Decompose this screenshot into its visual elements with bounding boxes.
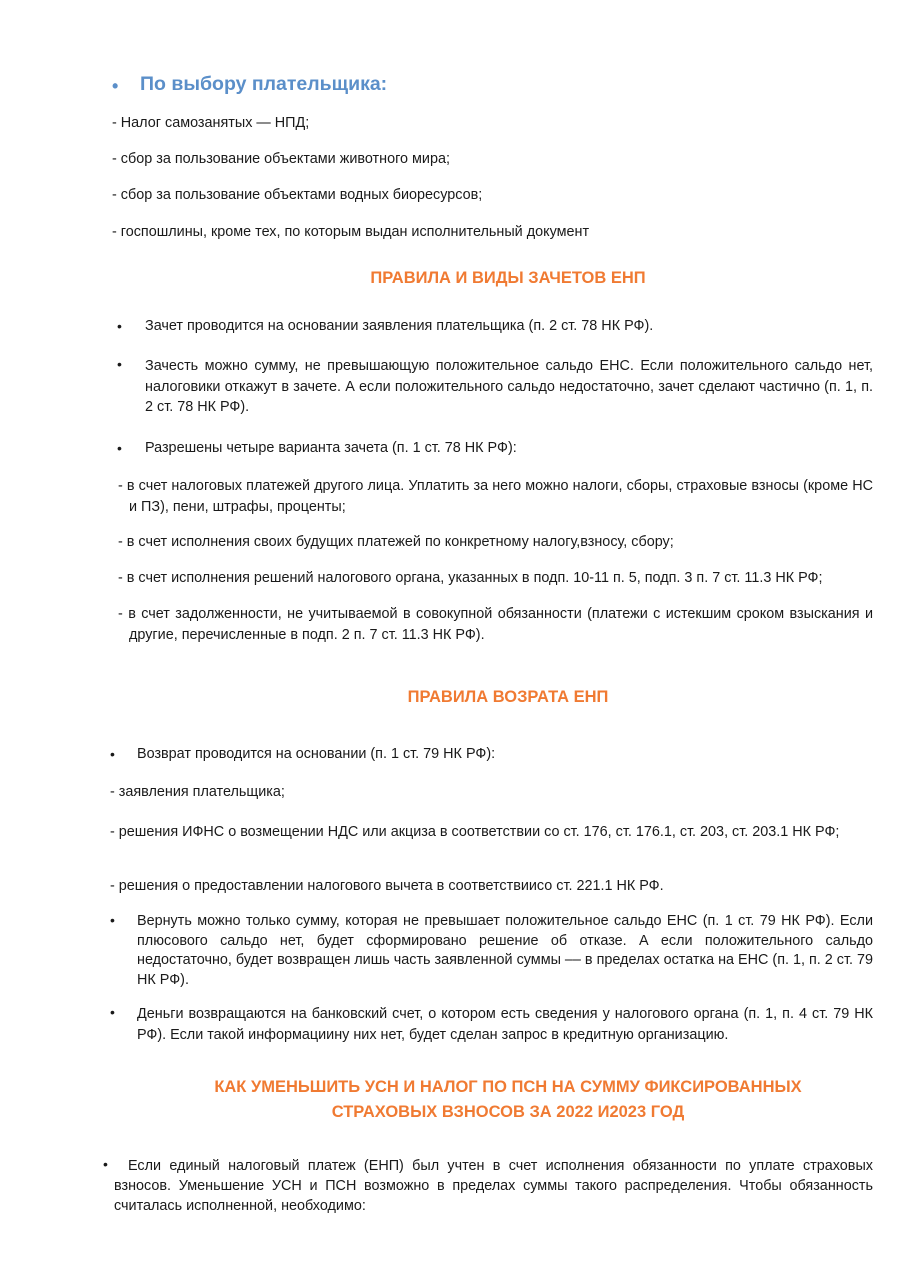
section-heading-reduce-line1: КАК УМЕНЬШИТЬ УСН И НАЛОГ ПО ПСН НА СУММУ ФИКСИРОВАННЫХ [214,1078,802,1096]
dash-item: - решения ИФНС о возмещении НДС или акциза в соответствии со ст. 176, ст. 176.1, ст. 203, ст. 203.1 НК РФ; [110,824,840,840]
bullet: • [117,440,122,456]
bullet-item: Разрешены четыре варианта зачета (п. 1 ст. 78 НК РФ): [145,440,517,456]
bullet: • [110,912,115,928]
dash-item: - в счет исполнения своих будущих платежей по конкретному налогу,взносу, сбору; [118,534,674,550]
bullet-item: Вернуть можно только сумму, которая не превышает положительное сальдо ЕНС (п. 1 ст. 79 НК РФ). Если плюсового сальдо нет, будет сформировано решение об отказе. А если положительного сальдо недостаточно, будет возвращен лишь часть заявленной суммы –– в пределах остатка на ЕНС (п. 1, п. 2 ст. 79 НК РФ). [137,913,873,988]
list-item: - госпошлины, кроме тех, по которым выдан исполнительный документ [112,224,590,240]
dash-item: - в счет задолженности, не учитываемой в совокупной обязанности (платежи с истекшим сроком взыскания и другие, перечисленные в подп. 2 п. 7 ст. 11.3 НК РФ). [118,606,873,643]
section-heading-payer-choice: По выбору плательщика: [140,73,388,95]
bullet-item: Зачет проводится на основании заявления плательщика (п. 2 ст. 78 НК РФ). [145,318,654,334]
bullet: • [117,356,122,372]
bullet-item: Возврат проводится на основании (п. 1 ст. 79 НК РФ): [137,746,496,762]
bullet-item: Зачесть можно сумму, не превышающую положительное сальдо ЕНС. Если положительного сальдо нет, налоговики откажут в зачете. А если положительного сальдо недостаточно, зачет сделают частично (п. 1, п. 2 ст. 78 НК РФ). [145,358,873,415]
list-item: - сбор за пользование объектами водных биоресурсов; [112,187,483,203]
list-item: - сбор за пользование объектами животного мира; [112,151,450,167]
bullet: • [117,318,122,334]
bullet-item: Если единый налоговый платеж (ЕНП) был учтен в счет исполнения обязанности по уплате страховых взносов. Уменьшение УСН и ПСН возможно в пределах суммы такого распределения. Чтобы обязанность считалась исполненной, необходимо: [114,1158,873,1214]
section-heading-offsets: ПРАВИЛА И ВИДЫ ЗАЧЕТОВ ЕНП [370,269,646,287]
heading-bullet: • [112,76,119,96]
dash-item: - в счет исполнения решений налогового органа, указанных в подп. 10-11 п. 5, подп. 3 п. 7 ст. 11.3 НК РФ; [118,570,823,586]
dash-item: - в счет налоговых платежей другого лица. Уплатить за него можно налоги, сборы, страховые взносы (кроме НС и ПЗ), пени, штрафы, проценты; [118,478,873,515]
dash-item: - заявления плательщика; [110,784,285,800]
bullet: • [110,746,115,762]
bullet: • [103,1156,108,1172]
list-item: - Налог самозанятых — НПД; [112,115,310,131]
dash-item: - решения о предоставлении налогового вычета в соответствиисо ст. 221.1 НК РФ. [110,878,664,894]
bullet-item: Деньги возвращаются на банковский счет, о котором есть сведения у налогового органа (п. 1, п. 4 ст. 79 НК РФ). Если такой информациину них нет, будет сделан запрос в кредитную организацию. [137,1006,873,1043]
section-heading-refund: ПРАВИЛА ВОЗРАТА ЕНП [407,688,609,706]
bullet: • [110,1004,115,1020]
section-heading-reduce-line2: СТРАХОВЫХ ВЗНОСОВ ЗА 2022 И2023 ГОД [331,1103,685,1121]
